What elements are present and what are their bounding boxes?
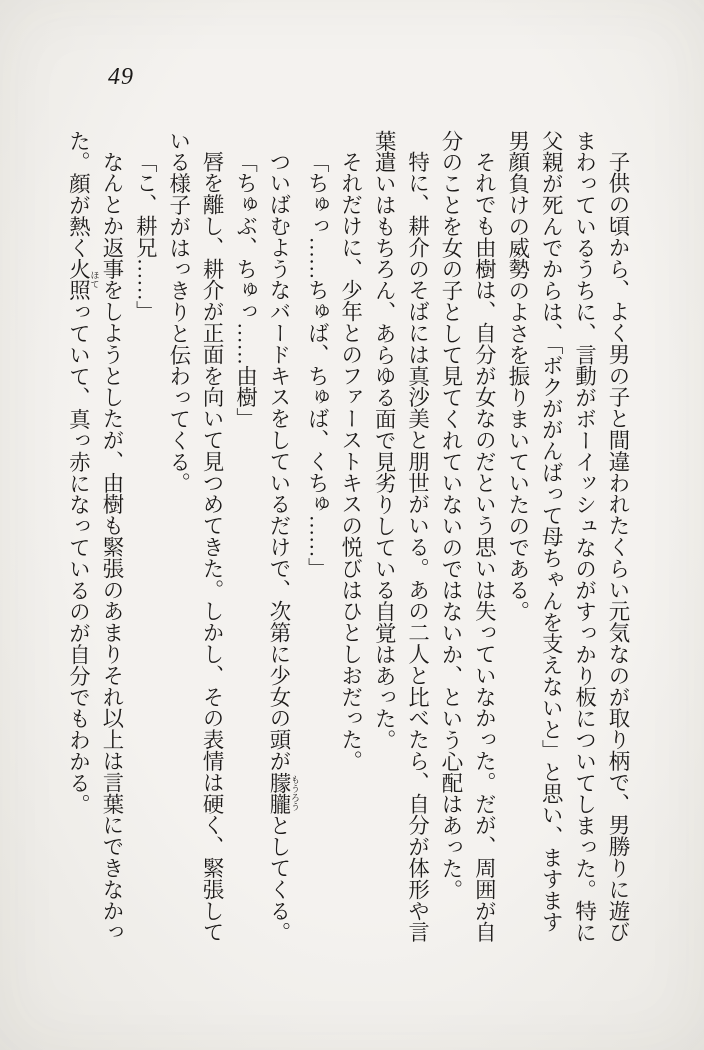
paragraph: 特に、耕介のそばには真沙美と朋世がいる。あの二人と比べたら、自分が体形や言葉遣いはもちろん、あらゆる面で見劣りしている自覚はあった。 [372,130,430,944]
page-number: 49 [108,64,134,90]
paragraph: それでも由樹は、自分が女なのだという思いは失っていなかった。だが、周囲が自分のことを女の子として見てくれていないのではないか、という心配はあった。 [438,130,497,944]
paragraph: なんとか返事をしようとしたが、由樹も緊張のあまりそれ以上は言葉にできなかった。顔が熱く火照 ほてっていて、真っ赤になっているのが自分でもわかる。 [66,130,124,944]
paragraph-dialogue: 「ちゅっ……ちゅば、ちゅば、くちゅ……」 [305,151,330,580]
paragraph: ついばむようなバードキスをしているだけで、次第に少女の頭が朦朧 もうろうとしてくる。 [266,151,300,944]
paragraph: 子供の頃から、よく男の子と間違われたくらい元気なのが取り柄で、男勝りに遊びまわっているうちに、言動がボーイッシュなのがすっかり板についてしまった。特に父親が死んでからは、「ボクががんばって母ちゃんを支えないと」と思い、ますます男顔負けの威勢のよさを振りまいていたのである。 [505,130,630,944]
paragraph-dialogue: 「こ、耕兄……」 [133,151,158,323]
paragraph: 唇を離し、耕介が正面を向いて見つめてきた。しかし、その表情は硬く、緊張している様子がはっきりと伝わってくる。 [166,130,225,944]
furigana: 朦朧 もうろう [266,772,300,815]
text-area [66,130,634,948]
paragraph-dialogue: 「ちゅぶ、ちゅっ……由樹」 [233,151,258,430]
furigana: 火照 ほて [66,258,100,302]
paragraph: それだけに、少年とのファーストキスの悦びはひとしおだった。 [338,151,363,772]
